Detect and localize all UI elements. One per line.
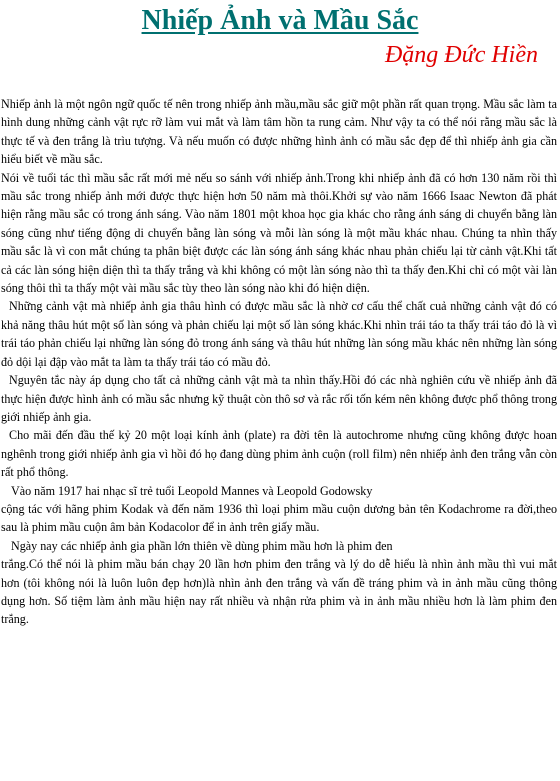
paragraph-principle: Nguyên tắc này áp dụng cho tất cả những cảnh vật mà ta nhìn thấy.Hồi đó các nhà nghiên cứu về nhiếp ảnh đã thực hiện được hình ảnh có mầu sắc nhưng kỹ thuật còn thô sơ và rắc rối tốn kém nên không được phổ thông trong giới nhiếp ảnh gia.	[1, 373, 557, 424]
paragraph-today: Ngày nay các nhiếp ảnh gia phần lớn thiên về dùng phim mầu hơn là phim đen	[11, 538, 393, 553]
paragraph-intro: Nhiếp ảnh là một ngôn ngữ quốc tế nên trong nhiếp ảnh mầu,mầu sắc giữ một phần rất quan trọng. Mầu sắc làm ta hình dung những cảnh vật rực rỡ làm vui mắt và làm tâm hồn ta rung cảm. Như vậy ta có thể nói rằng mầu sắc là thực tế và đen trắng là trìu tượng. Và nếu muốn có được những hình ảnh có mầu sắc đẹp để thì nhiếp ảnh gia cần hiểu biết về mầu sắc.	[1, 97, 557, 167]
paragraph-autochrome: Cho mãi đến đầu thế kỷ 20 một loại kính ảnh (plate) ra đời tên là autochrome nhưng cũng không được hoan nghênh trong giới nhiếp ảnh gia vì hồi đó họ đang dùng phim ảnh cuộn (roll film) nên nhiếp ảnh đen trắng vẫn còn rất phổ thông.	[1, 428, 557, 480]
paragraph-absorption: Những cảnh vật mà nhiếp ảnh gia thâu hình có được mầu sắc là nhờ cơ cấu thể chất cuả những cảnh vật đó có khả năng thâu hút một số làn sóng và phản chiếu lại một số làn sóng khác.Khi nhìn trái táo ta thấy trái táo đỏ là vì trái táo phản chiếu lại những làn sóng đỏ trong ánh sáng và thâu hút những làn sóng mầu khác nên những làn sóng đỏ dội lại đập vào mắt ta làm ta thấy trái táo có mầu đỏ.	[1, 299, 557, 369]
document-author: Đặng Đức Hiền	[384, 42, 538, 68]
paragraph-kodachrome: cộng tác với hãng phim Kodak và đến năm 1936 thì loại phim mầu cuộn dương bản tên Kodachrome ra đời,theo sau là phim mầu cuộn âm bản Kodacolor để in ảnh trên giấy mầu.	[1, 501, 557, 535]
paragraph-history: Nói về tuổi tác thì mầu sắc rất mới mẻ nếu so sánh với nhiếp ảnh.Trong khi nhiếp ảnh đã có hơn 130 năm rồi thì mầu sắc trong nhiếp ảnh mới được thực hiện hơn 50 năm mà thôi.Khởi sự vào năm 1666 Isaac Newton đã phát hiện rằng mầu sắc có trong ánh sáng. Vào năm 1801 một khoa học gia khác cho rằng ánh sáng di chuyển bằng làn sóng cũng như tiếng động di chuyển bằng làn sóng và mỗi làn sóng là một mầu khác nhau. Chúng ta nhìn thấy mầu sắc là vì con mắt chúng ta phân biệt được các làn sóng ánh sáng khác nhau phản chiếu lại từ cảnh vật.Khi tất cả các làn sóng hiện diện thì ta thấy trắng và khi không có một làn sóng nào thì ta thấy đen.Khi chỉ có một vài làn sóng thôi thì ta thấy một vài mầu sắc tùy theo làn sóng nào khi đó hiện diện.	[1, 170, 557, 296]
paragraph-color-film: trắng.Có thể nói là phim mầu bán chạy 20 lần hơn phim đen trắng và lý do dễ hiểu là nhìn ảnh mầu thì vui mắt hơn (tôi không nói là luôn luôn đẹp hơn)là nhìn ảnh đen trắng và vấn đề tráng phim và in ảnh mầu cũng thông dụng hơn. Số tiệm làm ảnh mầu hiện nay rất nhiều và nhận rửa phim và in ảnh mầu nhiều hơn là làm phim đen trắng.	[1, 557, 557, 627]
paragraph-mannes-godowsky: Vào năm 1917 hai nhạc sĩ trẻ tuổi Leopold Mannes và Leopold Godowsky	[11, 483, 373, 498]
document-title: Nhiếp Ảnh và Mầu Sắc	[141, 5, 419, 36]
document-body	[1, 95, 557, 629]
